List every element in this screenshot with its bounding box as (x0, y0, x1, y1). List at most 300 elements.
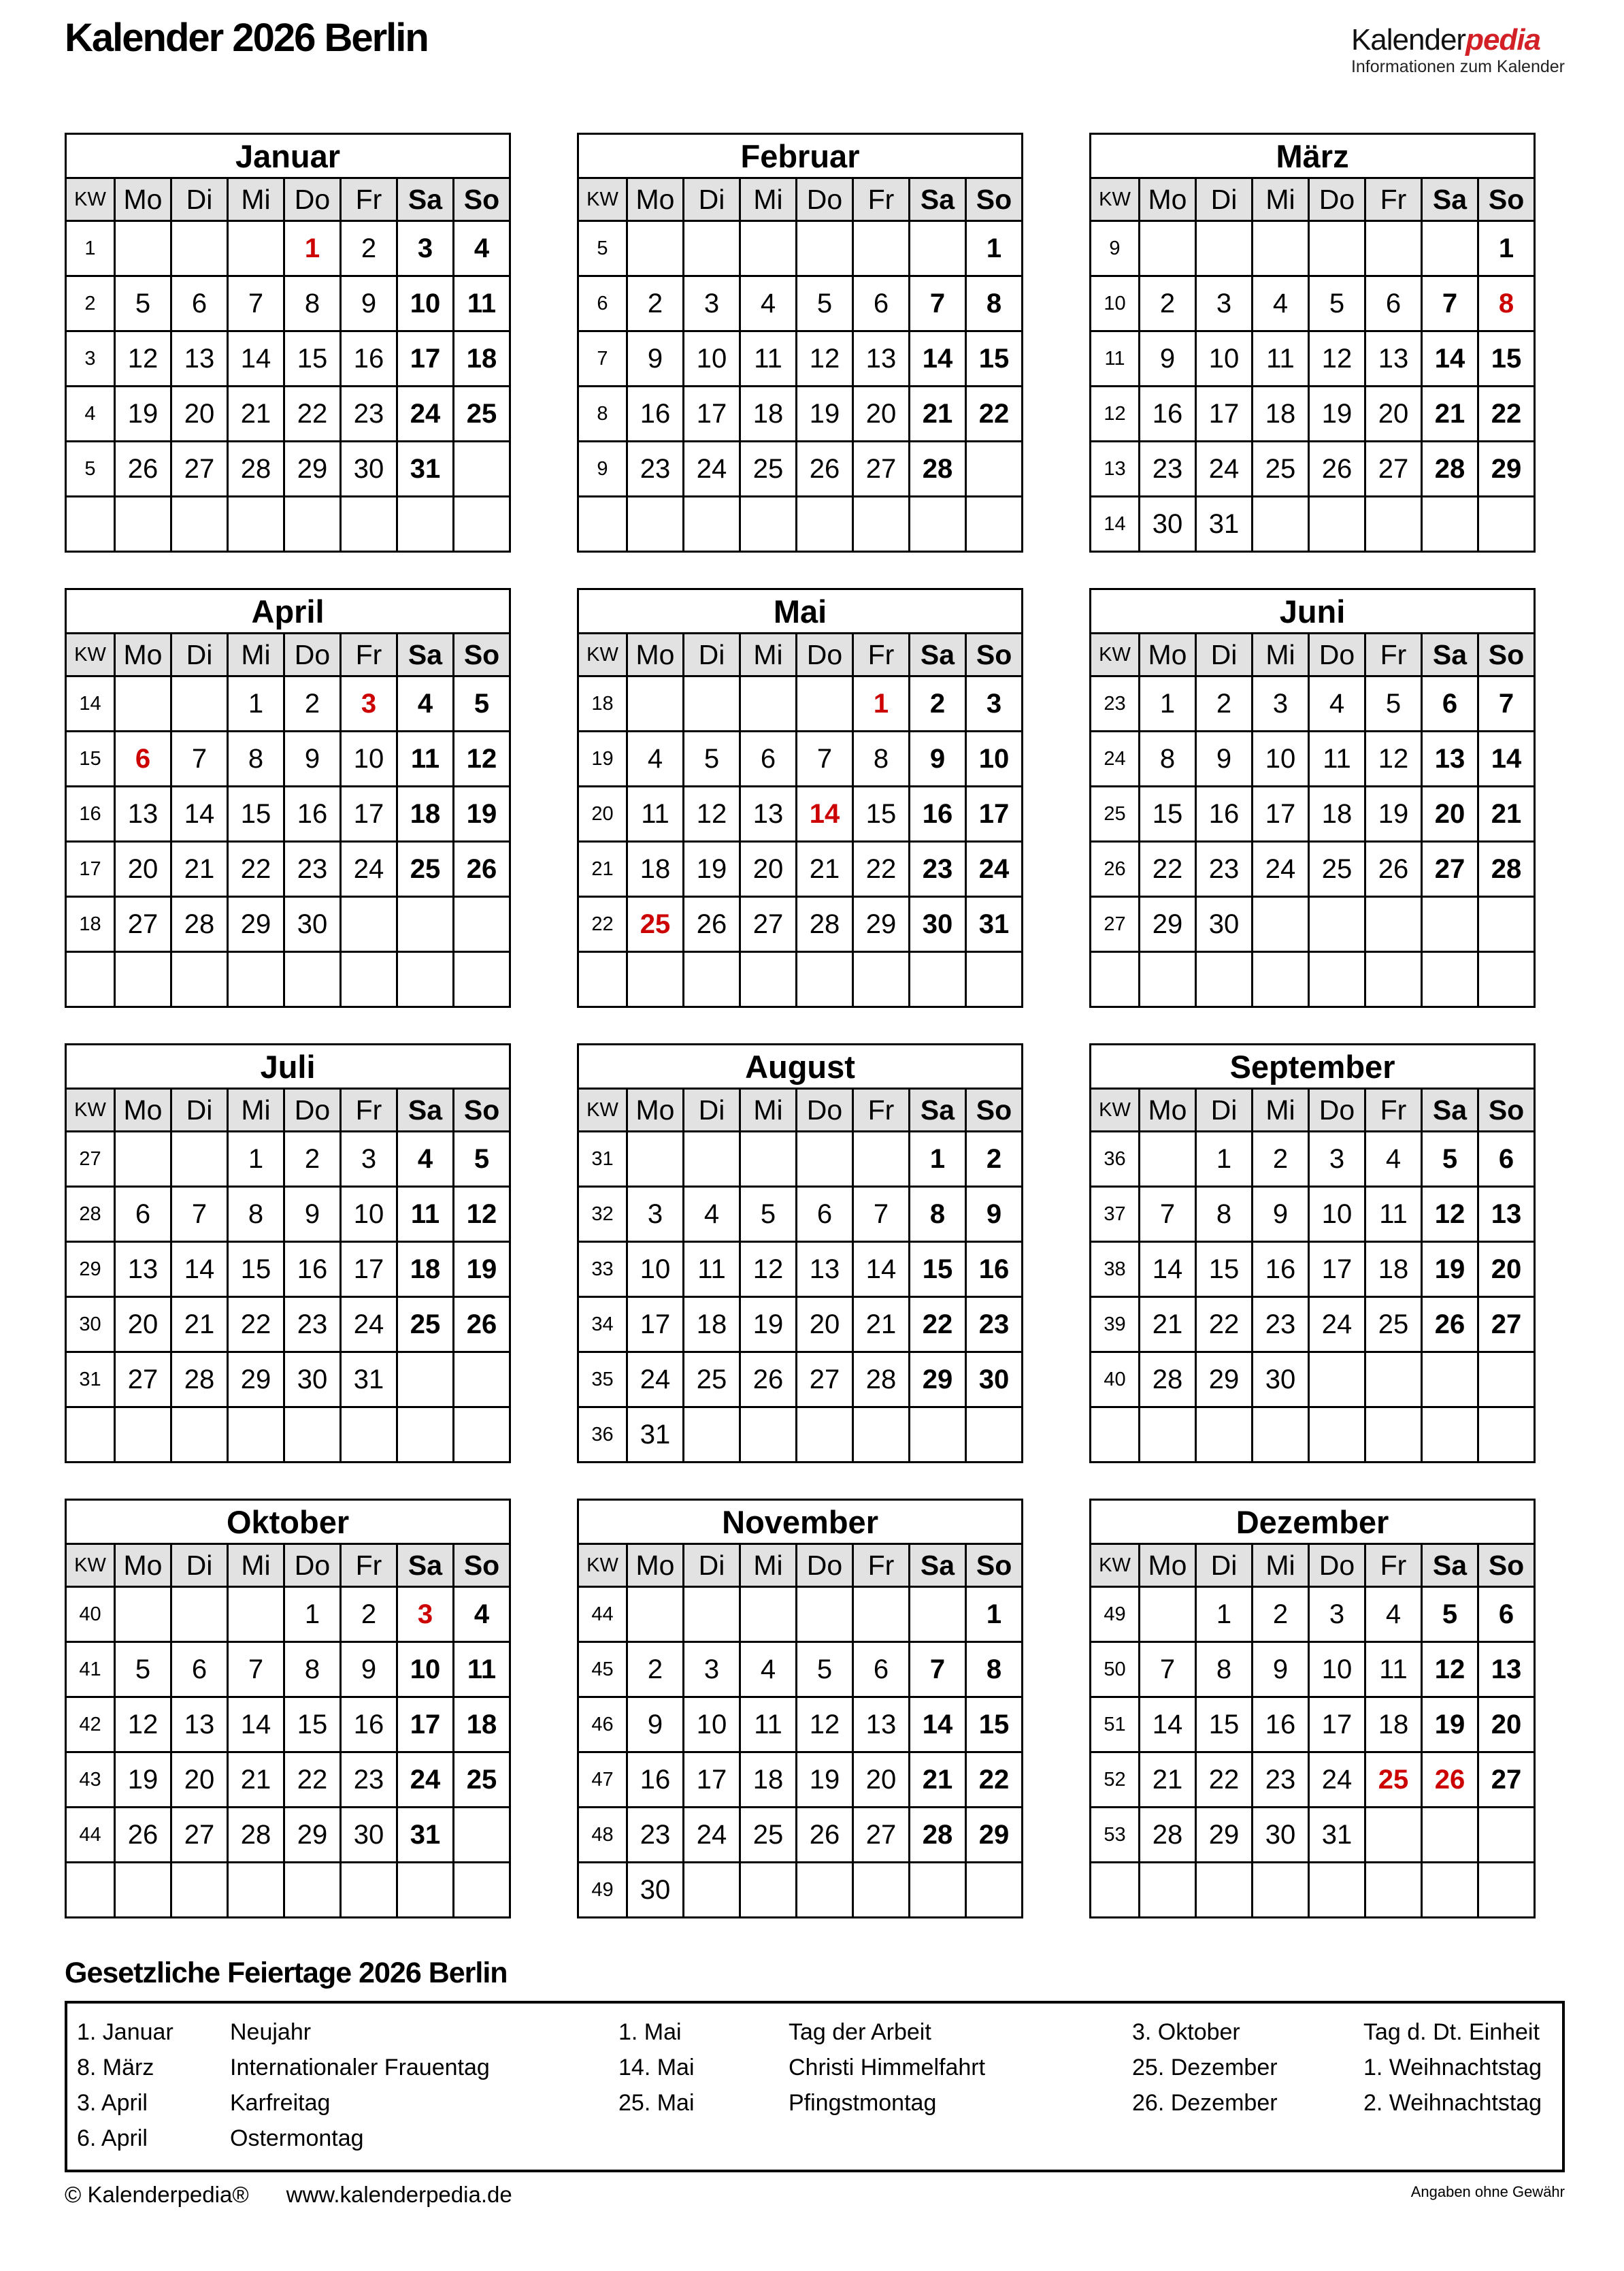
weekday-header-do: Do (797, 634, 853, 676)
day-cell: 13 (1478, 1642, 1535, 1697)
day-cell: 20 (797, 1297, 853, 1352)
day-cell: 7 (1478, 676, 1535, 732)
day-cell (1478, 497, 1535, 552)
day-cell (684, 221, 740, 276)
weekday-header-mi: Mi (228, 178, 284, 221)
day-cell: 19 (454, 787, 510, 842)
kw-number: 49 (1091, 1587, 1140, 1642)
holiday-date: 8. März (77, 2055, 154, 2080)
weekday-header-fr: Fr (1365, 178, 1422, 221)
day-cell (115, 676, 171, 732)
day-cell: 13 (1478, 1187, 1535, 1242)
weekday-header-di: Di (1196, 634, 1253, 676)
day-cell: 15 (966, 1697, 1023, 1752)
day-cell: 25 (1365, 1297, 1422, 1352)
day-cell: 21 (910, 387, 966, 442)
day-cell: 14 (171, 1242, 228, 1297)
weekday-header-mo: Mo (1140, 178, 1196, 221)
page-header (65, 16, 1565, 77)
day-cell (1478, 897, 1535, 952)
day-cell: 29 (966, 1808, 1023, 1863)
day-cell: 16 (966, 1242, 1023, 1297)
kw-number: 49 (578, 1863, 627, 1918)
kw-number: 16 (66, 787, 115, 842)
weekday-header-mo: Mo (1140, 1544, 1196, 1587)
holiday-name: Neujahr (230, 2019, 312, 2045)
day-cell: 21 (853, 1297, 910, 1352)
day-cell: 7 (910, 1642, 966, 1697)
day-cell: 22 (1196, 1297, 1253, 1352)
day-cell: 25 (397, 842, 454, 897)
day-cell (1309, 952, 1365, 1007)
day-cell: 18 (1365, 1242, 1422, 1297)
holiday-date: 14. Mai (618, 2055, 695, 2080)
day-cell (1365, 497, 1422, 552)
day-cell: 12 (1365, 732, 1422, 787)
weekday-header-mi: Mi (228, 1544, 284, 1587)
day-cell: 4 (454, 1587, 510, 1642)
day-cell: 4 (684, 1187, 740, 1242)
month-table-8 (577, 1043, 1023, 1463)
day-cell: 18 (397, 1242, 454, 1297)
weekday-header-mo: Mo (627, 634, 684, 676)
day-cell: 31 (1196, 497, 1253, 552)
day-cell: 21 (171, 1297, 228, 1352)
day-cell: 27 (1478, 1297, 1535, 1352)
weekday-header-so: So (1478, 634, 1535, 676)
kw-number: 9 (1091, 221, 1140, 276)
day-cell: 28 (171, 897, 228, 952)
holiday-name: Tag der Arbeit (789, 2019, 931, 2045)
month-table-3 (1089, 133, 1536, 553)
day-cell: 23 (627, 442, 684, 497)
day-cell (740, 1407, 797, 1463)
kw-number: 20 (578, 787, 627, 842)
weekday-header-mi: Mi (740, 178, 797, 221)
day-cell (684, 952, 740, 1007)
kalenderpedia-logo (1351, 23, 1565, 77)
weekday-header-mi: Mi (1253, 1089, 1309, 1132)
day-cell: 20 (171, 387, 228, 442)
day-cell: 23 (1253, 1297, 1309, 1352)
day-cell: 4 (740, 1642, 797, 1697)
day-cell (171, 1863, 228, 1918)
day-cell: 16 (1253, 1242, 1309, 1297)
weekday-header-mi: Mi (1253, 178, 1309, 221)
holiday-name: Christi Himmelfahrt (789, 2055, 986, 2080)
month-title: Juni (1091, 589, 1535, 634)
day-cell: 3 (397, 1587, 454, 1642)
holiday-entry (1132, 2085, 1554, 2121)
month-table-6 (1089, 588, 1536, 1008)
day-cell: 11 (740, 1697, 797, 1752)
day-cell (1140, 1587, 1196, 1642)
holiday-entry (77, 2050, 618, 2085)
legend-column-2 (618, 2014, 1132, 2156)
day-cell: 10 (341, 1187, 397, 1242)
day-cell (1478, 952, 1535, 1007)
day-cell: 6 (1422, 676, 1478, 732)
weekday-header-sa: Sa (1422, 1544, 1478, 1587)
holiday-date: 25. Mai (618, 2090, 695, 2116)
weekday-header-di: Di (684, 634, 740, 676)
kw-number: 5 (578, 221, 627, 276)
month-table-4 (65, 588, 511, 1008)
weekday-header-so: So (454, 634, 510, 676)
day-cell: 12 (1422, 1187, 1478, 1242)
kw-number: 30 (66, 1297, 115, 1352)
kw-number: 44 (66, 1808, 115, 1863)
day-cell: 15 (853, 787, 910, 842)
day-cell (454, 1352, 510, 1407)
holiday-name: Internationaler Frauentag (230, 2055, 490, 2080)
day-cell: 3 (627, 1187, 684, 1242)
day-cell: 28 (1140, 1808, 1196, 1863)
day-cell: 24 (341, 1297, 397, 1352)
weekday-header-di: Di (684, 178, 740, 221)
kw-number (66, 1863, 115, 1918)
day-cell: 14 (910, 1697, 966, 1752)
kw-number: 38 (1091, 1242, 1140, 1297)
day-cell: 27 (853, 1808, 910, 1863)
day-cell: 19 (115, 1752, 171, 1808)
day-cell: 28 (910, 442, 966, 497)
day-cell: 5 (1365, 676, 1422, 732)
day-cell: 5 (1422, 1587, 1478, 1642)
weekday-header-di: Di (1196, 1544, 1253, 1587)
day-cell: 3 (1309, 1587, 1365, 1642)
day-cell: 19 (1365, 787, 1422, 842)
day-cell: 18 (627, 842, 684, 897)
day-cell (627, 676, 684, 732)
day-cell: 18 (740, 387, 797, 442)
kw-number: 24 (1091, 732, 1140, 787)
day-cell: 15 (284, 1697, 341, 1752)
kw-number: 47 (578, 1752, 627, 1808)
day-cell (1253, 952, 1309, 1007)
day-cell: 1 (1140, 676, 1196, 732)
weekday-header-fr: Fr (341, 1089, 397, 1132)
kw-number: 2 (66, 276, 115, 331)
day-cell: 7 (228, 276, 284, 331)
day-cell: 23 (341, 387, 397, 442)
day-cell: 29 (1196, 1352, 1253, 1407)
day-cell: 27 (1365, 442, 1422, 497)
day-cell: 18 (454, 331, 510, 387)
holiday-entry (77, 2085, 618, 2121)
day-cell: 12 (740, 1242, 797, 1297)
day-cell: 13 (853, 1697, 910, 1752)
day-cell (684, 497, 740, 552)
weekday-header-do: Do (797, 178, 853, 221)
day-cell: 2 (1196, 676, 1253, 732)
day-cell: 6 (853, 1642, 910, 1697)
kw-number: 10 (1091, 276, 1140, 331)
day-cell (284, 952, 341, 1007)
day-cell: 6 (115, 732, 171, 787)
day-cell (454, 897, 510, 952)
kw-number: 29 (66, 1242, 115, 1297)
day-cell: 3 (341, 676, 397, 732)
day-cell: 21 (1422, 387, 1478, 442)
day-cell (228, 952, 284, 1007)
day-cell: 24 (1309, 1297, 1365, 1352)
month-title: März (1091, 134, 1535, 178)
day-cell: 22 (1196, 1752, 1253, 1808)
day-cell (1196, 1407, 1253, 1463)
day-cell: 1 (284, 1587, 341, 1642)
day-cell: 6 (171, 276, 228, 331)
day-cell (853, 952, 910, 1007)
weekday-header-mo: Mo (627, 1089, 684, 1132)
day-cell: 13 (171, 331, 228, 387)
weekday-header-kw: KW (1091, 178, 1140, 221)
day-cell: 10 (1309, 1187, 1365, 1242)
holiday-name: Karfreitag (230, 2090, 331, 2116)
day-cell (1422, 1407, 1478, 1463)
weekday-header-mo: Mo (115, 1089, 171, 1132)
day-cell: 29 (853, 897, 910, 952)
day-cell: 18 (1365, 1697, 1422, 1752)
day-cell: 26 (797, 1808, 853, 1863)
day-cell: 23 (627, 1808, 684, 1863)
day-cell: 8 (966, 1642, 1023, 1697)
day-cell: 29 (910, 1352, 966, 1407)
day-cell (627, 1587, 684, 1642)
day-cell: 11 (740, 331, 797, 387)
day-cell: 25 (1365, 1752, 1422, 1808)
day-cell (627, 1132, 684, 1187)
day-cell: 11 (684, 1242, 740, 1297)
weekday-header-mi: Mi (1253, 1544, 1309, 1587)
month-table-2 (577, 133, 1023, 553)
holiday-name: Tag d. Dt. Einheit (1363, 2019, 1540, 2045)
day-cell: 15 (1140, 787, 1196, 842)
month-table-7 (65, 1043, 511, 1463)
weekday-header-do: Do (284, 1544, 341, 1587)
day-cell (228, 221, 284, 276)
weekday-header-mi: Mi (228, 634, 284, 676)
day-cell (1478, 1808, 1535, 1863)
day-cell: 28 (228, 442, 284, 497)
day-cell: 19 (454, 1242, 510, 1297)
day-cell: 16 (341, 1697, 397, 1752)
month-table-5 (577, 588, 1023, 1008)
day-cell (115, 952, 171, 1007)
day-cell: 22 (284, 387, 341, 442)
day-cell: 11 (454, 1642, 510, 1697)
day-cell: 16 (627, 1752, 684, 1808)
day-cell: 5 (740, 1187, 797, 1242)
day-cell: 20 (740, 842, 797, 897)
logo-text-black: Kalender (1350, 23, 1466, 56)
day-cell: 5 (797, 1642, 853, 1697)
day-cell: 23 (1196, 842, 1253, 897)
day-cell: 3 (1309, 1132, 1365, 1187)
logo-wordmark (1351, 23, 1565, 57)
day-cell: 14 (1140, 1697, 1196, 1752)
holiday-name: 2. Weihnachtstag (1363, 2090, 1542, 2116)
day-cell: 5 (454, 676, 510, 732)
day-cell: 15 (910, 1242, 966, 1297)
day-cell: 11 (1253, 331, 1309, 387)
day-cell (740, 1132, 797, 1187)
day-cell: 8 (1140, 732, 1196, 787)
day-cell (1422, 1352, 1478, 1407)
day-cell: 1 (853, 676, 910, 732)
day-cell: 10 (1253, 732, 1309, 787)
day-cell (1422, 897, 1478, 952)
day-cell (115, 1132, 171, 1187)
kw-number: 21 (578, 842, 627, 897)
day-cell: 24 (627, 1352, 684, 1407)
day-cell: 17 (341, 1242, 397, 1297)
day-cell (171, 497, 228, 552)
day-cell (1309, 1407, 1365, 1463)
day-cell: 1 (284, 221, 341, 276)
kw-number (66, 952, 115, 1007)
day-cell (797, 952, 853, 1007)
day-cell: 30 (1196, 897, 1253, 952)
weekday-header-kw: KW (66, 178, 115, 221)
day-cell: 11 (1309, 732, 1365, 787)
holiday-entry (618, 2050, 1132, 2085)
day-cell: 24 (684, 442, 740, 497)
day-cell: 28 (171, 1352, 228, 1407)
day-cell: 21 (228, 1752, 284, 1808)
website-url: www.kalenderpedia.de (286, 2182, 512, 2207)
weekday-header-kw: KW (578, 178, 627, 221)
weekday-header-kw: KW (1091, 634, 1140, 676)
day-cell (797, 221, 853, 276)
holiday-entry (1132, 2014, 1554, 2050)
day-cell: 23 (284, 1297, 341, 1352)
day-cell (740, 221, 797, 276)
day-cell: 13 (740, 787, 797, 842)
day-cell: 19 (797, 1752, 853, 1808)
day-cell: 8 (228, 1187, 284, 1242)
day-cell (684, 1407, 740, 1463)
day-cell: 22 (228, 1297, 284, 1352)
day-cell: 22 (910, 1297, 966, 1352)
day-cell: 1 (1478, 221, 1535, 276)
day-cell: 24 (397, 1752, 454, 1808)
day-cell: 9 (627, 331, 684, 387)
weekday-header-kw: KW (66, 1544, 115, 1587)
day-cell: 20 (853, 1752, 910, 1808)
day-cell: 16 (1196, 787, 1253, 842)
day-cell: 9 (1253, 1642, 1309, 1697)
day-cell: 23 (284, 842, 341, 897)
weekday-header-kw: KW (66, 1089, 115, 1132)
kw-number: 18 (66, 897, 115, 952)
day-cell (228, 1587, 284, 1642)
day-cell: 13 (171, 1697, 228, 1752)
day-cell: 6 (740, 732, 797, 787)
holiday-entry (1132, 2050, 1554, 2085)
day-cell (797, 1863, 853, 1918)
day-cell: 24 (1253, 842, 1309, 897)
weekday-header-sa: Sa (397, 1089, 454, 1132)
day-cell: 8 (1196, 1642, 1253, 1697)
day-cell (853, 1132, 910, 1187)
day-cell: 18 (740, 1752, 797, 1808)
day-cell: 14 (171, 787, 228, 842)
month-title: Oktober (66, 1500, 510, 1544)
day-cell (797, 1587, 853, 1642)
day-cell: 25 (454, 387, 510, 442)
day-cell: 25 (740, 442, 797, 497)
day-cell: 30 (1140, 497, 1196, 552)
day-cell: 21 (171, 842, 228, 897)
kw-number: 43 (66, 1752, 115, 1808)
day-cell: 17 (966, 787, 1023, 842)
footer-copyright (65, 2182, 512, 2208)
month-table-12 (1089, 1499, 1536, 1918)
day-cell (1478, 1352, 1535, 1407)
day-cell: 14 (1422, 331, 1478, 387)
weekday-header-so: So (454, 178, 510, 221)
day-cell: 21 (1140, 1752, 1196, 1808)
day-cell: 15 (1196, 1242, 1253, 1297)
weekday-header-mi: Mi (1253, 634, 1309, 676)
day-cell (397, 1407, 454, 1463)
day-cell: 13 (115, 787, 171, 842)
day-cell (397, 497, 454, 552)
month-title: April (66, 589, 510, 634)
day-cell: 29 (1478, 442, 1535, 497)
day-cell: 4 (1309, 676, 1365, 732)
kw-number: 23 (1091, 676, 1140, 732)
weekday-header-sa: Sa (910, 1544, 966, 1587)
kw-number (1091, 952, 1140, 1007)
day-cell (1365, 1352, 1422, 1407)
day-cell: 7 (853, 1187, 910, 1242)
day-cell (454, 442, 510, 497)
day-cell: 12 (797, 331, 853, 387)
weekday-header-so: So (454, 1544, 510, 1587)
day-cell: 23 (1140, 442, 1196, 497)
kw-number (1091, 1407, 1140, 1463)
day-cell: 14 (228, 331, 284, 387)
holidays-heading: Gesetzliche Feiertage 2026 Berlin (65, 1957, 508, 1989)
day-cell: 31 (341, 1352, 397, 1407)
weekday-header-mo: Mo (115, 634, 171, 676)
day-cell: 19 (684, 842, 740, 897)
day-cell: 29 (284, 442, 341, 497)
weekday-header-so: So (1478, 1544, 1535, 1587)
day-cell: 7 (1422, 276, 1478, 331)
kw-number (66, 1407, 115, 1463)
day-cell (1365, 1808, 1422, 1863)
day-cell (1309, 497, 1365, 552)
kw-number: 8 (578, 387, 627, 442)
weekday-header-di: Di (1196, 1089, 1253, 1132)
day-cell: 27 (115, 897, 171, 952)
day-cell (684, 676, 740, 732)
day-cell (910, 497, 966, 552)
day-cell: 4 (397, 1132, 454, 1187)
day-cell: 2 (284, 1132, 341, 1187)
weekday-header-fr: Fr (853, 1544, 910, 1587)
day-cell: 16 (284, 1242, 341, 1297)
day-cell (341, 1863, 397, 1918)
page-title: Kalender 2026 Berlin (65, 16, 428, 60)
kw-number: 18 (578, 676, 627, 732)
day-cell: 25 (740, 1808, 797, 1863)
weekday-header-kw: KW (578, 634, 627, 676)
weekday-header-di: Di (684, 1089, 740, 1132)
